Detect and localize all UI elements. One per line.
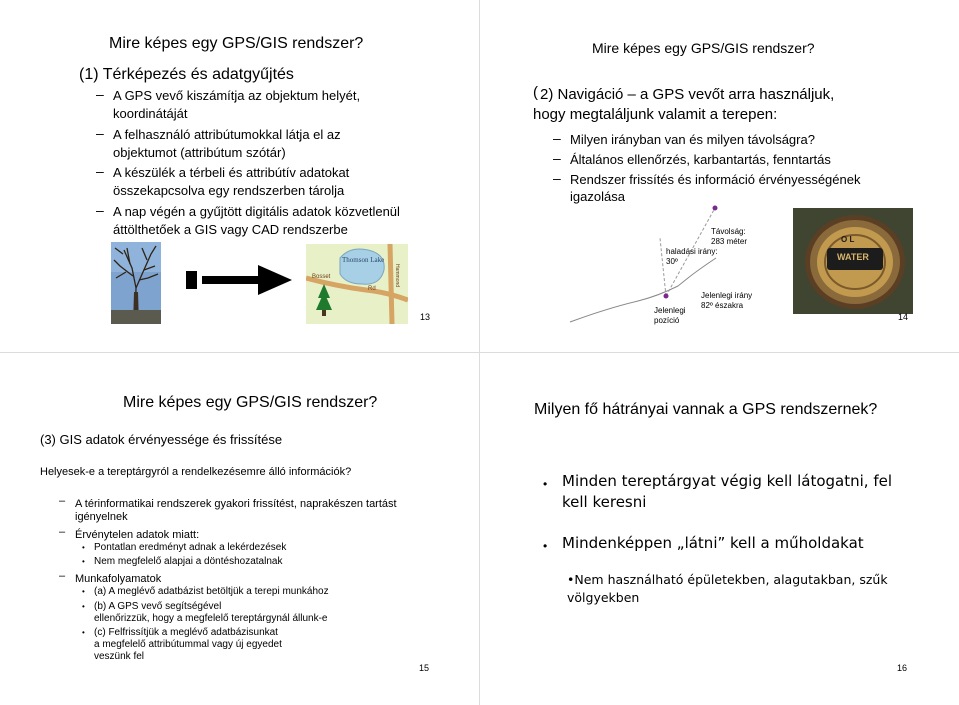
dot-bullet: • <box>82 543 85 552</box>
slide-title: Milyen fő hátrányai vannak a GPS rendszernek? <box>534 401 878 418</box>
map-road-label: Bosset <box>312 274 331 280</box>
cover-letters: O L <box>841 235 855 244</box>
slide-heading: (3) GIS adatok érvényessége és frissítése <box>40 432 283 447</box>
tree-photo <box>111 242 161 324</box>
bullet-line: koordinátáját <box>113 106 188 121</box>
item-line: a megfelelő attribútummal vagy új egyedet <box>94 639 282 650</box>
slide-14 <box>480 0 959 352</box>
map-road-label: Rd <box>368 286 376 292</box>
dot-bullet: • <box>82 602 85 611</box>
bullet-line: objektumot (attribútum szótár) <box>113 145 286 160</box>
bullet-line: Rendszer frissítés és információ érvényességének <box>570 172 861 187</box>
dash-bullet: – <box>553 170 561 186</box>
slide-title: Mire képes egy GPS/GIS rendszer? <box>592 40 815 56</box>
page-number: 16 <box>897 663 908 673</box>
bullet-line: kell keresni <box>562 493 647 511</box>
bullet-line: Általános ellenőrzés, karbantartás, fenntartás <box>570 152 831 167</box>
slide-15 <box>0 353 479 705</box>
bullet-line: A GPS vevő kiszámítja az objektum helyét, <box>113 88 361 103</box>
item-line: Munkafolyamatok <box>75 573 162 585</box>
item-line: Érvénytelen adatok miatt: <box>75 529 200 541</box>
slide-heading: hogy megtaláljunk valamit a terepen: <box>533 106 778 123</box>
item-line: A térinformatikai rendszerek gyakori frissítést, naprakészen tartást <box>75 498 397 510</box>
map-road-label: Hammond <box>394 264 400 288</box>
page-number: 15 <box>419 663 430 673</box>
item-line: (b) A GPS vevő segítségével <box>94 601 222 612</box>
bullet-line: Milyen irányban van és milyen távolságra? <box>570 132 815 147</box>
slide-heading-prefix: ( <box>533 84 538 101</box>
dot-bullet: • <box>543 477 548 491</box>
dash-bullet: – <box>96 202 104 218</box>
bullet-line: összekapcsolva egy rendszerben tárolja <box>113 183 345 198</box>
dot-bullet: • <box>543 539 548 553</box>
page-number: 14 <box>898 312 909 322</box>
distance-label: Távolság: 283 méter <box>711 227 748 246</box>
slide-question: Helyesek-e a tereptárgyról a rendelkezésemre álló információk? <box>40 466 352 478</box>
dash-bullet: – <box>96 163 104 179</box>
bullet-line: Minden tereptárgyat végig kell látogatni, fel <box>562 472 893 490</box>
bearing-label: Jelenlegi irány 82º északra <box>701 291 753 310</box>
item-line: (c) Felfrissítjük a meglévő adatbázisunkat <box>94 627 278 638</box>
bullet-line: Mindenképpen „látni” kell a műholdakat <box>562 534 864 552</box>
position-label: Jelenlegi pozíció <box>654 306 686 325</box>
dash-bullet: – <box>96 125 104 141</box>
bullet-line: A nap végén a gyűjtött digitális adatok közvetlenül <box>113 204 400 219</box>
dash-bullet: – <box>553 150 561 166</box>
bullet-line: A felhasználó attribútumokkal látja el az <box>113 127 341 142</box>
dash-bullet: – <box>59 495 66 507</box>
slide-16 <box>480 353 959 705</box>
water-cover-photo <box>793 208 913 314</box>
dot-bullet: • <box>82 587 85 596</box>
dash-bullet: – <box>553 130 561 146</box>
page-number: 13 <box>420 312 431 322</box>
note-line: •Nem használható épületekben, alagutakban, szűk <box>567 572 888 587</box>
item-line: Pontatlan eredményt adnak a lekérdezések <box>94 542 287 553</box>
note-line: völgyekben <box>567 590 640 605</box>
item-line: veszünk fel <box>94 651 145 662</box>
slide-13 <box>0 0 479 352</box>
dash-bullet: – <box>59 526 66 538</box>
dot-bullet: • <box>82 557 85 566</box>
item-line: (a) A meglévő adatbázist betöltjük a terepi munkához <box>94 586 329 597</box>
bullet-line: A készülék a térbeli és attribútív adatokat <box>113 165 350 180</box>
dash-bullet: – <box>96 86 104 102</box>
map-image <box>306 244 408 324</box>
slide-heading: (1) Térképezés és adatgyűjtés <box>79 66 294 83</box>
arrow-icon <box>186 260 296 302</box>
bullet-line: igazolása <box>570 189 625 204</box>
dot-bullet: • <box>82 628 85 637</box>
item-line: ellenőrizzük, hogy a megfelelő tereptárgynál állunk-e <box>94 613 328 624</box>
heading-label: haladási irány: 30º <box>666 247 718 266</box>
item-line: igényelnek <box>75 511 128 523</box>
bullet-line: áttölthetőek a GIS vagy CAD rendszerbe <box>113 222 348 237</box>
slide-heading: 2) Navigáció – a GPS vevőt arra használjuk, <box>540 86 835 103</box>
cover-water-label: WATER <box>837 252 869 262</box>
slide-title: Mire képes egy GPS/GIS rendszer? <box>109 35 364 52</box>
map-lake-label: Thomson Lake <box>342 256 385 264</box>
slide-title: Mire képes egy GPS/GIS rendszer? <box>123 394 378 411</box>
item-line: Nem megfelelő alapjai a döntéshozatalnak <box>94 556 283 567</box>
dash-bullet: – <box>59 570 66 582</box>
